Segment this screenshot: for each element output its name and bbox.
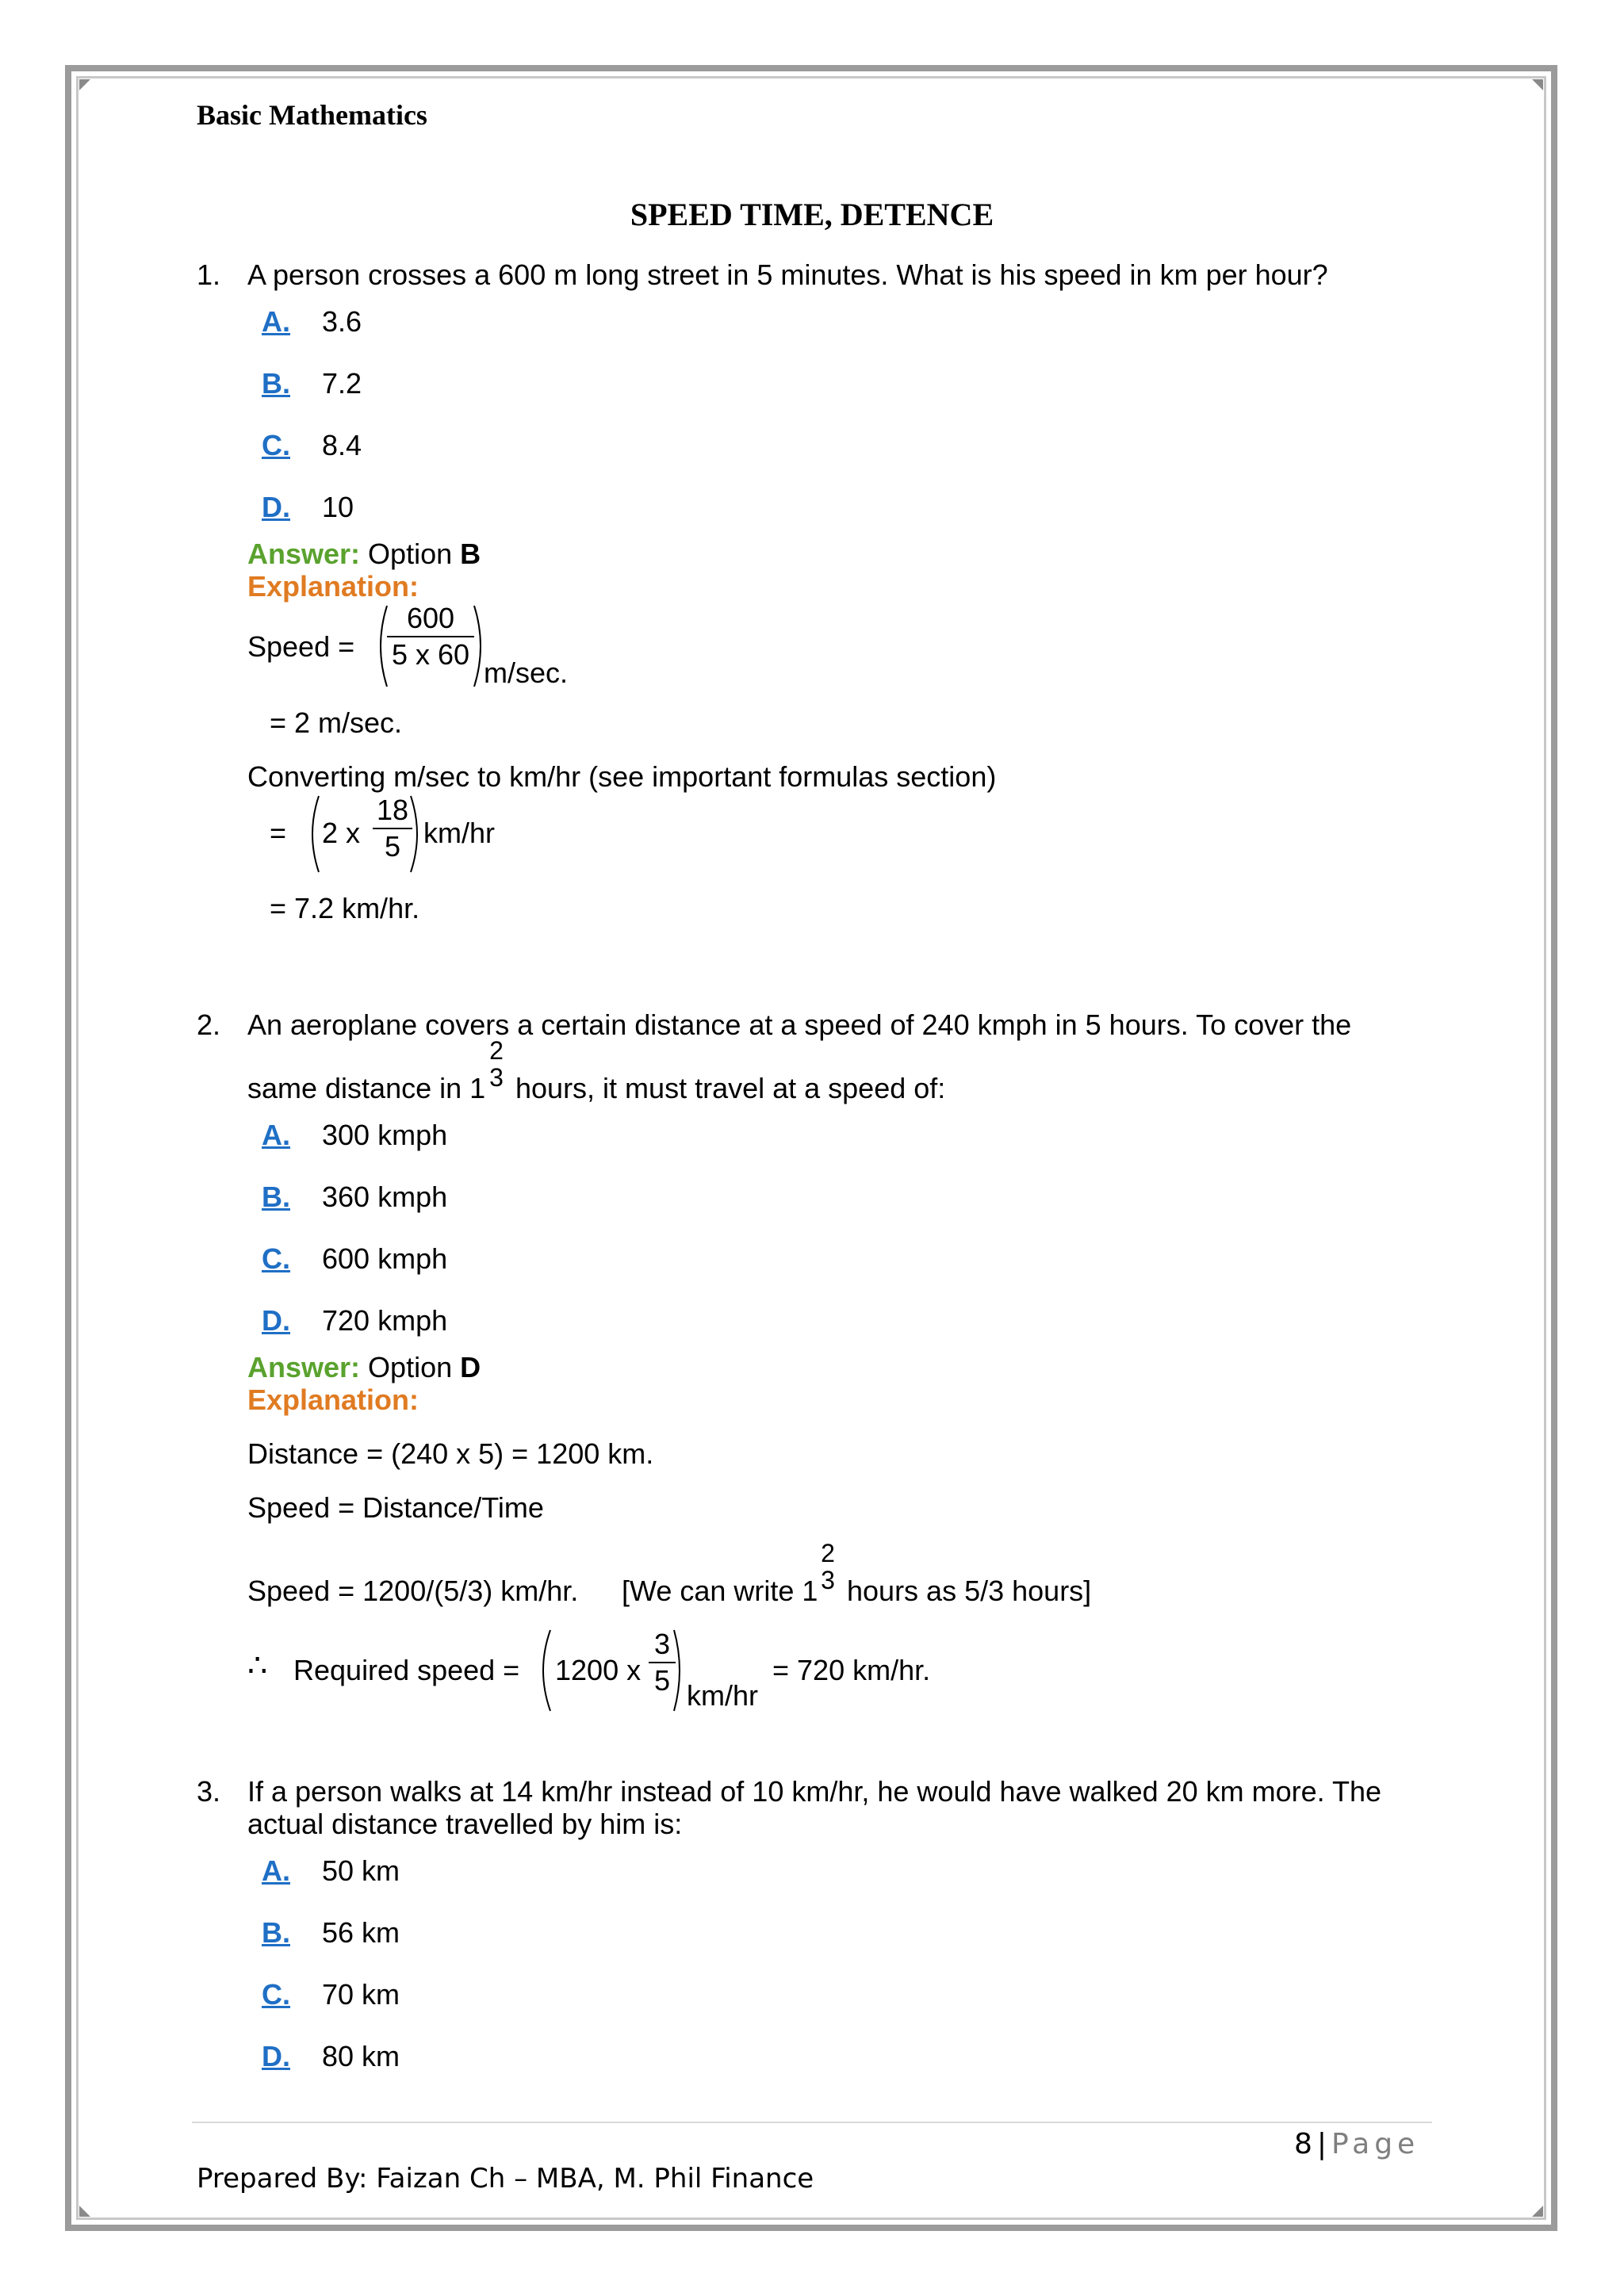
exp-unit: m/sec. — [484, 656, 569, 689]
explanation-label — [247, 1383, 419, 1417]
answer-value: B — [460, 538, 481, 570]
option-text: 80 km — [322, 2040, 400, 2072]
exp-result: = 720 km/hr. — [772, 1654, 931, 1686]
fraction-denominator: 3 — [489, 1063, 504, 1092]
option-text: 8.4 — [322, 429, 362, 461]
option-b[interactable] — [262, 1916, 400, 1950]
corner-ornament — [79, 79, 90, 90]
option-letter[interactable]: D. — [262, 2040, 290, 2072]
exp-mult: 2 x — [322, 817, 361, 849]
exp-speed-label: Speed = — [247, 630, 355, 663]
question-text: An aeroplane covers a certain distance at a speed of 240 kmph in 5 hours. To cover the — [247, 1008, 1352, 1041]
option-letter[interactable]: A. — [262, 1119, 290, 1151]
option-d[interactable] — [262, 2040, 400, 2073]
page-word: Page — [1331, 2128, 1420, 2160]
option-a[interactable] — [262, 305, 362, 339]
question-text: If a person walks at 14 km/hr instead of 10 km/hr, he would have walked 20 km more. The — [247, 1775, 1382, 1808]
fraction-18-over-5 — [373, 794, 412, 863]
corner-ornament — [1532, 2206, 1543, 2217]
option-letter[interactable]: D. — [262, 1304, 290, 1337]
question-number: 3. — [197, 1775, 221, 1808]
fraction-bar — [387, 636, 474, 637]
option-text: 3.6 — [322, 305, 362, 338]
mixed-fraction — [817, 1540, 839, 1594]
option-letter[interactable]: B. — [262, 367, 290, 400]
question-text: hours, it must travel at a speed of: — [515, 1072, 946, 1104]
explanation-label-text: Explanation: — [247, 1383, 419, 1416]
option-text: 50 km — [322, 1854, 400, 1887]
question-text: A person crosses a 600 m long street in 5 minutes. What is his speed in km per hour? — [247, 258, 1328, 291]
exp-line: Converting m/sec to km/hr (see important formulas section) — [247, 760, 997, 793]
exp-line: Distance = (240 x 5) = 1200 km. — [247, 1437, 654, 1470]
equals-sign: = — [270, 817, 287, 849]
option-letter[interactable]: C. — [262, 1242, 290, 1275]
exp-line: [We can write 1 — [622, 1575, 818, 1607]
answer-prefix: Option — [368, 1351, 453, 1383]
section-title: SPEED TIME, DETENCE — [630, 197, 994, 232]
fraction-numerator: 600 — [406, 602, 455, 634]
fraction-numerator: 18 — [376, 794, 409, 826]
option-letter[interactable]: D. — [262, 491, 290, 523]
question-number: 2. — [197, 1008, 221, 1041]
option-b[interactable] — [262, 367, 362, 400]
option-a[interactable] — [262, 1854, 400, 1888]
fraction-bar — [373, 828, 412, 829]
question-number: 1. — [197, 258, 221, 291]
answer-label: Answer: — [247, 538, 361, 570]
answer-value: D — [460, 1351, 481, 1383]
answer-label: Answer: — [247, 1351, 361, 1383]
option-text: 300 kmph — [322, 1119, 448, 1151]
option-c[interactable] — [262, 1242, 447, 1276]
page-separator: | — [1316, 2128, 1327, 2160]
fraction-numerator: 2 — [821, 1539, 835, 1567]
prepared-by: Prepared By: Faizan Ch – MBA, M. Phil Finance — [197, 2163, 814, 2195]
answer-line — [247, 1351, 481, 1384]
footer-divider — [192, 2122, 1432, 2123]
option-text: 10 — [322, 491, 354, 523]
option-letter[interactable]: A. — [262, 305, 290, 338]
left-paren — [303, 793, 322, 875]
left-paren — [533, 1627, 553, 1714]
page-number-value: 8 — [1294, 2128, 1312, 2160]
option-text: 600 kmph — [322, 1242, 448, 1275]
exp-line: Speed = 1200/(5/3) km/hr. — [247, 1575, 579, 1607]
option-text: 70 km — [322, 1978, 400, 2011]
fraction-denominator: 5 — [653, 1664, 671, 1697]
header-title: Basic Mathematics — [197, 99, 427, 131]
explanation-label-text: Explanation: — [247, 570, 419, 603]
exp-line: hours as 5/3 hours] — [847, 1575, 1092, 1607]
fraction-600-over-300 — [387, 603, 474, 671]
mixed-fraction — [485, 1037, 508, 1091]
exp-mult: 1200 x — [555, 1654, 642, 1686]
corner-ornament — [1532, 79, 1543, 90]
option-text: 7.2 — [322, 367, 362, 400]
option-c[interactable] — [262, 429, 362, 462]
option-text: 56 km — [322, 1916, 400, 1949]
exp-required-label: Required speed = — [293, 1654, 520, 1686]
answer-prefix: Option — [368, 538, 453, 570]
right-paren — [671, 1627, 688, 1714]
option-d[interactable] — [262, 491, 354, 524]
fraction-numerator: 2 — [489, 1036, 504, 1065]
question-text: actual distance travelled by him is: — [247, 1808, 683, 1840]
option-d[interactable] — [262, 1304, 447, 1337]
fraction-denominator: 5 — [384, 830, 401, 863]
question-text: same distance in 1 — [247, 1072, 486, 1104]
option-letter[interactable]: C. — [262, 429, 290, 461]
corner-ornament — [79, 2206, 90, 2217]
fraction-numerator: 3 — [653, 1628, 671, 1660]
page-number — [1294, 2128, 1419, 2160]
therefore-symbol: ∴ — [247, 1648, 268, 1683]
option-c[interactable] — [262, 1978, 400, 2011]
exp-line: = 7.2 km/hr. — [270, 892, 420, 924]
option-letter[interactable]: A. — [262, 1854, 290, 1887]
option-a[interactable] — [262, 1119, 447, 1152]
answer-line — [247, 538, 481, 571]
option-letter[interactable]: B. — [262, 1181, 290, 1213]
exp-unit: km/hr — [687, 1679, 758, 1712]
option-b[interactable] — [262, 1181, 447, 1214]
option-letter[interactable]: C. — [262, 1978, 290, 2011]
exp-line: Speed = Distance/Time — [247, 1491, 544, 1524]
fraction-denominator: 5 x 60 — [391, 638, 470, 671]
option-text: 720 kmph — [322, 1304, 448, 1337]
explanation-label — [247, 570, 419, 603]
exp-unit: km/hr — [423, 817, 495, 849]
fraction-denominator: 3 — [821, 1566, 835, 1594]
option-letter[interactable]: B. — [262, 1916, 290, 1949]
exp-line: = 2 m/sec. — [270, 706, 403, 739]
option-text: 360 kmph — [322, 1181, 448, 1213]
